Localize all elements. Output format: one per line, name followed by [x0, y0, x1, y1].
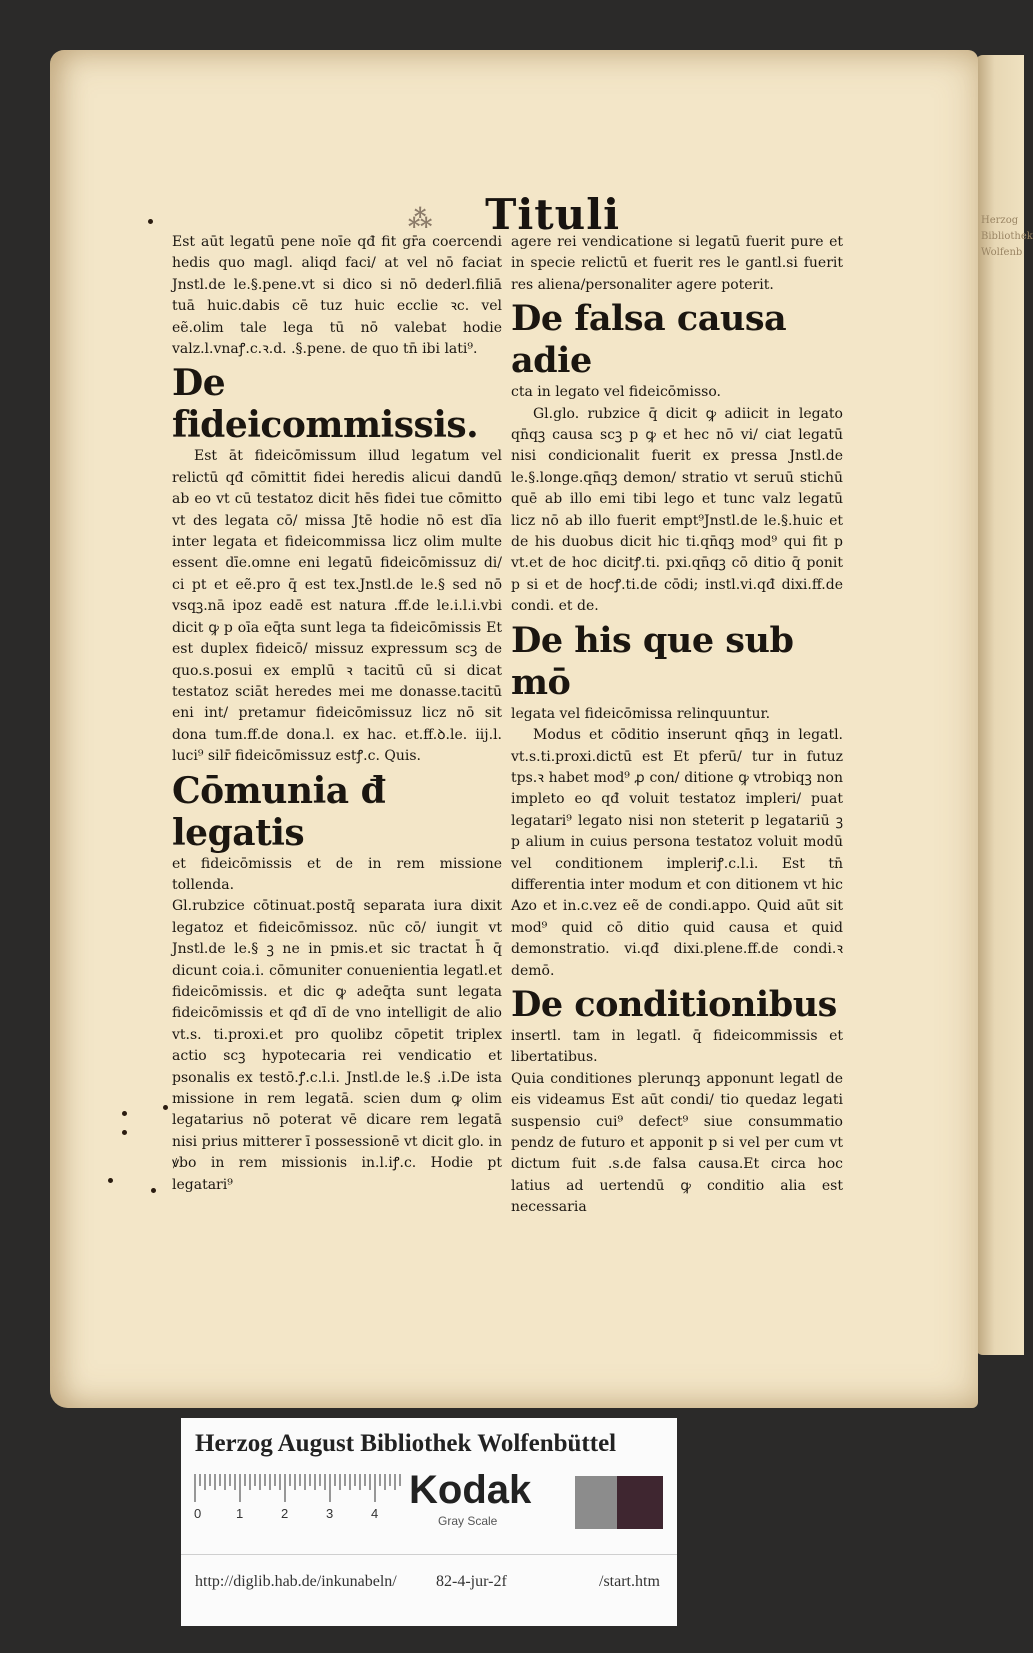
next-leaf-fragment: Bibliothek — [981, 231, 1033, 242]
right-text-column — [511, 232, 843, 1219]
paragraph: agere rei vendicatione si legatū fuerit pure et in specie relictū et fuerit res le gantl.si fuerit res aliena/personaliter agere poterit. — [511, 234, 843, 293]
paragraph: Est aūt legatū pene noīe qđ fit gr̄a coercendi hedis quo magl. aliqd faci/ at vel nō faciat Jnstl.de le.§.pene.vt si dico si nō dederl.filiā tuā huic.dabis cē tuz huic ecclie ꝛc. vel eẽ.olim tale lega tū nō valebat hodie valz.l.vnaꝭ.c.ꝛ.d. .§.pene. de quo tn̄ ibi lati⁹. — [172, 234, 502, 358]
dark-swatch — [617, 1476, 663, 1529]
section-subheading: legata vel fideicōmissa relinquuntur. — [511, 705, 771, 722]
url-tail: /start.htm — [599, 1573, 660, 1590]
section-heading: De his que sub mō — [511, 619, 794, 703]
divider — [181, 1554, 677, 1555]
paragraph: Modus et cōditio inserunt qn̄qꝫ in legatl. vt.s.ti.proxi.dictū est Et pferū/ tur in futuz tps.ꝛ habet mod⁹ ꝓ con/ ditione ꝙ vtrobiqꝫ non impleto eo qđ voluit testatoz impleri/ puat legatari⁹ legato nisi non steterit p legatariū ꝫ p alium in cuius persona testatoz voluit modū vel conditionem impleriꝭ.c.l.i. Est tn̄ differentia inter modum et con ditionem vt hic Azo et in.c.vez eẽ de condi.appo. Quid aūt sit mod⁹ quid cō ditio quid causa et quid demonstratio. vi.qđ dixi.plene.ff.de condi.ꝛ demō. — [511, 727, 843, 979]
paragraph: Est āt fideicōmissum illud legatum vel relictū qđ cōmittit fidei heredis alicui dandū ab eo vt cū testatoz dicit hēs fidei tue cōmitto vt des legata cō/ missa Jtē hodie nō est dīa inter legata et fideicommissa licz olim multe essent dīe.omne eni legatū fideicōmissuz di/ ci pt et eẽ.pro q̄ est tex.Jnstl.de le.§ sed nō vsqꝫ.nā ipoz eadē est natura .ff.de le.i.l.i.vbi dicit ꝙ p oīa eq̄ta sunt lega ta fideicōmissis Et est duplex fideicō/ missuz expressum scꝫ de quo.s.posui ex emplū ꝛ tacitū cū si dicat testatoz sciāt heredes mei me donasse.tacitū eni int/ pretamur fideicōmissuz licz nō sit dona tum.ff.de dona.l. ex hac. et.ff.ꝺ.le. iij.l. luci⁹ silr̄ fideicōmissuz estꝭ.c. Quis. — [172, 448, 502, 765]
next-leaf-fragment: Wolfenb — [981, 247, 1023, 258]
kodak-logo: Kodak — [409, 1468, 532, 1512]
ornament-glyph: ⁂ — [407, 203, 434, 233]
running-title-text: Tituli — [485, 190, 621, 239]
section-heading: De fideicommissis. — [172, 362, 479, 447]
ruler-number: 2 — [281, 1506, 289, 1521]
ruler-number: 0 — [194, 1506, 202, 1521]
section-heading: De conditionibus — [511, 983, 837, 1025]
paragraph: Gl.rubzice cōtinuat.postq̄ separata iura dixit legatoz et fideicōmissoz. nūc cō/ iungit vt Jnstl.de le.§ ꝫ ne in pmis.et sic tractat h̄ q̄ dicunt coia.i. cōmuniter conuenientia legatl.et fideicōmissis. et dic ꝙ adeq̄ta sunt legata fideicōmissis et qđ dī de vno intelligit de alio vt.s. ti.proxi.et pro quolibz cōpetit triplex actio scꝫ hypotecaria rei vendicatio et psonalis ex testō.ꝭ.c.l.i. Jnstl.de le.§ .i.De ista missione in rem legatā. scien dum ꝙ olim legatarius nō poterat vē dicare rem legatā nisi prius mitterer ī possessionē vt dicit glo. in ꝟbo in rem missionis in.l.iꝭ.c. Hodie pt legatari⁹ — [172, 898, 502, 1193]
ruler-number: 4 — [371, 1506, 379, 1521]
gray-scale-label: Gray Scale — [438, 1514, 498, 1528]
library-name: Herzog August Bibliothek Wolfenbüttel — [195, 1430, 617, 1457]
section-subheading: cta in legato vel fideicōmisso. — [511, 384, 721, 401]
scan-target-strip — [181, 1418, 677, 1626]
next-page-edge — [975, 55, 1033, 1355]
ruler-number: 1 — [236, 1506, 244, 1521]
section-heading: Cōmunia đ legatis — [172, 769, 386, 854]
gray-swatch — [575, 1476, 617, 1529]
section-heading: De falsa causa adie — [511, 298, 787, 382]
ruler-number: 3 — [326, 1506, 334, 1521]
ruler-scale — [195, 1474, 405, 1520]
paragraph: Quia conditiones plerunqꝫ apponunt legatl de eis videamus Est aūt condi/ tio quedaz legati suspensio cui⁹ defect⁹ siue consummatio pendz de futuro et apponit p si vel per cum vt dictum fuit .s.de falsa causa.Et circa hoc latius ad uertendū ꝙ conditio alia est necessaria — [511, 1070, 843, 1216]
left-text-column — [172, 232, 502, 1196]
section-subheading: insertl. tam in legatl. q̄ fideicommissis et libertatibus. — [511, 1027, 843, 1066]
paragraph: Gl.glo. rubzice q̄ dicit ꝙ adiicit in legato qn̄qꝫ causa scꝫ p ꝙ et hec nō vi/ ciat legatū nisi condicionalit fuerit ex pressa Jnstl.de le.§.longe.qn̄qꝫ demon/ stratio vt seruū stichū quē ab illo emi tibi lego et tunc valz legatū licz nō ab illo fuerit empt⁹Jnstl.de le.§.huic et de his duobus dicit hic ti.qn̄qꝫ mod⁹ qui fit p vt.et de hoc dicitꝭ.ti. pxi.qn̄qꝫ cō ditio q̄ ponit p si et de hocꝭ.ti.de cōdi; instl.vi.qđ dixi.ff.de condi. et de. — [511, 405, 843, 615]
shelfmark: 82-4-jur-2f — [436, 1573, 507, 1590]
next-leaf-fragment: Herzog — [981, 215, 1019, 226]
section-subheading: et fideicōmissis et de in rem missione tollenda. — [172, 855, 502, 893]
url-base: http://diglib.hab.de/inkunabeln/ — [195, 1573, 397, 1590]
